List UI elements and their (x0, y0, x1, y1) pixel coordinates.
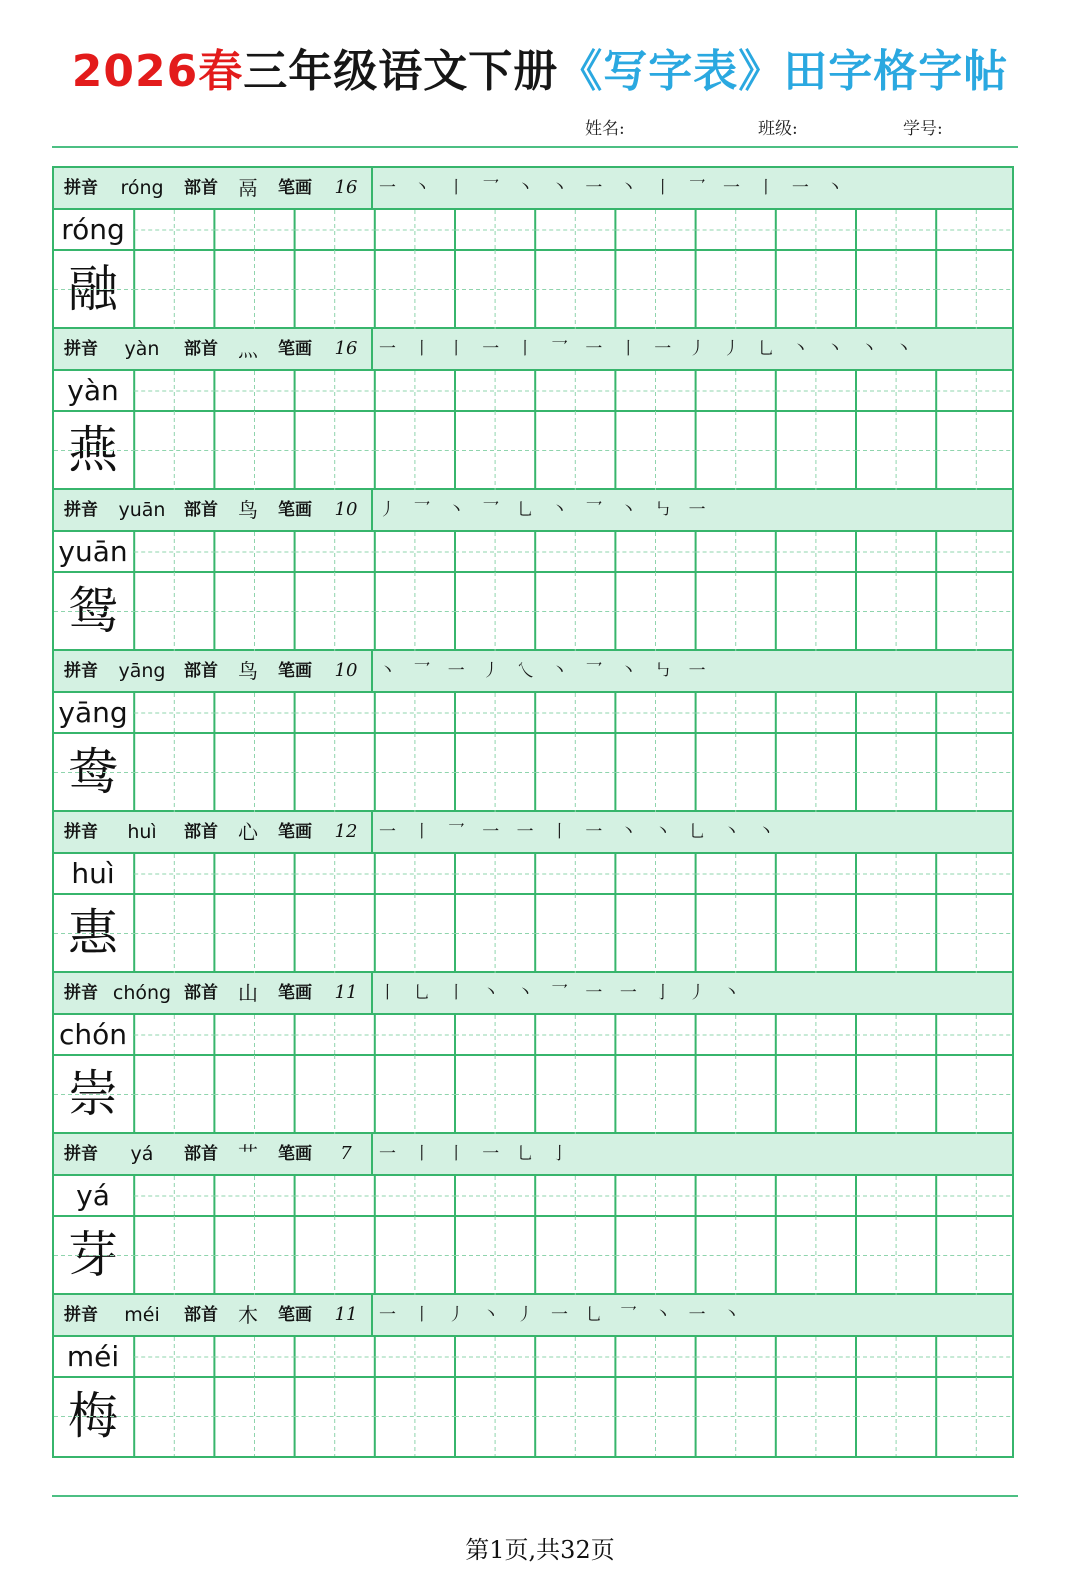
radical-value: 木 (238, 1303, 258, 1327)
pinyin-label: 拼音 (64, 339, 98, 359)
stroke-order: 丶 乛 一 丿 乀 丶 乛 丶 ㇉ 一 (379, 661, 712, 681)
character-block (54, 490, 1012, 651)
tianzige-grid (54, 854, 1012, 973)
header-divider (52, 146, 1018, 148)
pinyin-value: chóng (112, 982, 172, 1004)
info-divider (371, 651, 373, 691)
name-field-label: 姓名: (585, 119, 625, 139)
info-divider (371, 168, 373, 208)
character-block (54, 812, 1012, 973)
radical-label: 部首 (184, 983, 218, 1003)
page-number: 第1页,共32页 (465, 1536, 615, 1564)
stroke-count-value: 11 (334, 1304, 358, 1325)
pinyin-label: 拼音 (64, 822, 98, 842)
radical-value: 艹 (238, 1142, 258, 1166)
character-block (54, 973, 1012, 1134)
stroke-count-label: 笔画 (278, 339, 312, 359)
tianzige-grid (54, 210, 1012, 329)
pinyin-value: yuān (118, 499, 166, 521)
stroke-order: 丨 乚 丨 丶 丶 乛 一 一 亅 丿 丶 (379, 983, 747, 1003)
radical-value: 鸟 (238, 498, 258, 522)
stroke-count-value: 11 (334, 982, 358, 1003)
stroke-count-value: 10 (334, 660, 358, 681)
pinyin-practice-label: róng (61, 213, 125, 246)
info-divider (371, 329, 373, 369)
stroke-order: 一 丨 丨 一 丨 乛 一 丨 一 丿 丿 乚 丶 丶 丶 丶 (379, 339, 919, 359)
pinyin-label: 拼音 (64, 1144, 98, 1164)
info-divider (371, 1295, 373, 1335)
tianzige-grid (54, 1176, 1012, 1295)
stroke-order: 一 丨 丨 一 乚 亅 (379, 1144, 575, 1164)
model-character: 融 (68, 260, 118, 318)
model-character: 鸯 (68, 743, 118, 801)
stroke-count-label: 笔画 (278, 1144, 312, 1164)
student-number-label: 学号: (903, 119, 943, 139)
title-year: 2026春 (71, 46, 244, 97)
tianzige-grid (54, 532, 1012, 651)
stroke-count-label: 笔画 (278, 983, 312, 1003)
stroke-count-label: 笔画 (278, 500, 312, 520)
tianzige-grid (54, 1337, 1012, 1456)
class-field-label: 班级: (758, 119, 798, 139)
pinyin-label: 拼音 (64, 983, 98, 1003)
character-info-row (54, 812, 1012, 854)
pinyin-value: yá (130, 1143, 154, 1165)
stroke-count-label: 笔画 (278, 661, 312, 681)
radical-label: 部首 (184, 822, 218, 842)
character-block (54, 1134, 1012, 1295)
stroke-count-value: 7 (340, 1143, 352, 1164)
radical-value: 鸟 (238, 659, 258, 683)
radical-label: 部首 (184, 1305, 218, 1325)
pinyin-practice-label: yàn (67, 374, 119, 407)
character-info-row (54, 1295, 1012, 1337)
tianzige-grid (54, 693, 1012, 812)
radical-value: 心 (238, 820, 258, 844)
pinyin-label: 拼音 (64, 178, 98, 198)
pinyin-practice-label: méi (66, 1340, 120, 1373)
stroke-count-value: 12 (334, 821, 358, 842)
practice-sheet (52, 166, 1014, 1458)
title-grade: 三年级语文下册 (243, 46, 559, 97)
info-divider (371, 490, 373, 530)
stroke-count-value: 10 (334, 499, 358, 520)
character-info-row (54, 1134, 1012, 1176)
model-character: 芽 (68, 1226, 118, 1284)
character-block (54, 1295, 1012, 1456)
model-character: 梅 (68, 1387, 118, 1445)
pinyin-value: huì (127, 821, 157, 843)
info-divider (371, 812, 373, 852)
model-character: 鸳 (68, 582, 118, 640)
radical-label: 部首 (184, 1144, 218, 1164)
character-block (54, 651, 1012, 812)
stroke-count-value: 16 (334, 177, 358, 198)
stroke-count-value: 16 (334, 338, 358, 359)
radical-value: 鬲 (238, 176, 258, 200)
footer-divider (52, 1495, 1018, 1497)
character-block (54, 329, 1012, 490)
character-info-row (54, 168, 1012, 210)
stroke-order: 丿 乛 丶 乛 乚 丶 乛 丶 ㇉ 一 (379, 500, 712, 520)
pinyin-practice-label: yuān (58, 535, 128, 568)
radical-value: 山 (238, 981, 258, 1005)
radical-label: 部首 (184, 661, 218, 681)
tianzige-grid (54, 371, 1012, 490)
character-block (54, 168, 1012, 329)
stroke-count-label: 笔画 (278, 822, 312, 842)
info-divider (371, 1134, 373, 1174)
model-character: 惠 (68, 904, 118, 962)
student-info-bar (0, 114, 1080, 140)
pinyin-label: 拼音 (64, 1305, 98, 1325)
pinyin-value: yàn (124, 338, 160, 360)
pinyin-value: yāng (118, 660, 166, 682)
character-info-row (54, 490, 1012, 532)
character-info-row (54, 329, 1012, 371)
pinyin-practice-label: huì (71, 857, 115, 890)
pinyin-value: méi (124, 1304, 160, 1326)
pinyin-practice-label: yāng (58, 696, 128, 729)
model-character: 燕 (68, 421, 118, 479)
radical-label: 部首 (184, 339, 218, 359)
character-info-row (54, 973, 1012, 1015)
radical-label: 部首 (184, 500, 218, 520)
title-subject: 《写字表》田字格字帖 (558, 46, 1009, 97)
stroke-order: 一 丨 丿 丶 丿 一 乚 乛 丶 一 丶 (379, 1305, 747, 1325)
radical-value: 灬 (238, 337, 258, 361)
stroke-order: 一 丨 乛 一 一 丨 一 丶 丶 乚 丶 丶 (379, 822, 781, 842)
pinyin-practice-label: yá (76, 1179, 110, 1212)
pinyin-label: 拼音 (64, 500, 98, 520)
info-divider (371, 973, 373, 1013)
pinyin-value: róng (120, 177, 164, 199)
pinyin-label: 拼音 (64, 661, 98, 681)
stroke-order: 一 丶 丨 乛 丶 丶 一 丶 丨 乛 一 丨 一 丶 (379, 178, 850, 198)
page-title (0, 42, 1080, 102)
radical-label: 部首 (184, 178, 218, 198)
character-info-row (54, 651, 1012, 693)
stroke-count-label: 笔画 (278, 1305, 312, 1325)
pinyin-practice-label: chón (58, 1018, 128, 1051)
model-character: 崇 (68, 1065, 118, 1123)
tianzige-grid (54, 1015, 1012, 1134)
stroke-count-label: 笔画 (278, 178, 312, 198)
